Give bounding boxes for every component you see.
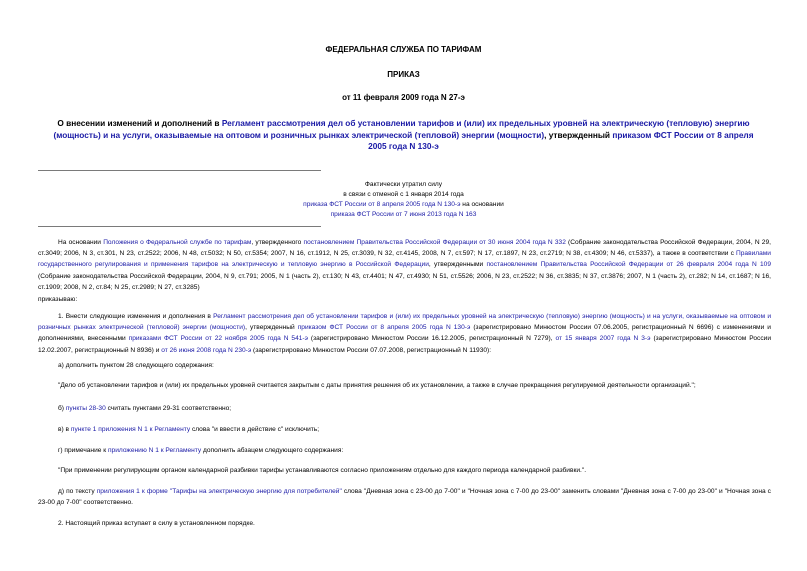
notice-link-order-130[interactable]: приказа ФСТ России от 8 апреля 2005 года N 130-э (303, 201, 461, 208)
divider-top (38, 170, 321, 171)
p1-text-2: , утвержденный (245, 324, 298, 332)
p1-text-6: (зарегистрировано Минюстом России 07.07.2008, регистрационный N 11930): (251, 346, 492, 354)
p1-text-3: (зарегистрировано Минюстом России 07.06.2005, регистрационный N 6696) с изменениями и дополнениями, внесенными (38, 324, 771, 343)
item-v-link-appendix[interactable]: пункте 1 приложения N 1 к Регламенту (70, 426, 191, 433)
p1-text-5: (зарегистрировано Минюстом России 12.02.2007, регистрационный N 8936) и (38, 335, 772, 354)
divider-bottom (38, 226, 321, 227)
p1-link-reglament[interactable]: Регламент рассмотрения дел об установлении тарифов и (или) их предельных уровней на электрическую (тепловую) энергию (мощность) и на услуги, оказываемые на оптовом и розничных рынках электрической (тепловой) энергии (мощности) (38, 313, 772, 332)
item-v-text-2: слова "и ввести в действие с" исключить; (190, 426, 320, 433)
notice-line-2: в связи с отменой с 1 января 2014 года (343, 191, 464, 198)
item-g (38, 445, 771, 456)
basis-paragraph (38, 237, 771, 293)
item-d-link-form[interactable]: приложения 1 к форме "Тарифы на электрическую энергию для потребителей" (96, 488, 342, 495)
paragraph-2: 2. Настоящий приказ вступает в силу в установленном порядке. (58, 520, 255, 527)
basis-link-decree-109[interactable]: постановлением Правительства Российской Федерации от 26 февраля 2004 года N 109 (486, 261, 771, 269)
item-v-text-1: в) в (58, 426, 71, 433)
basis-text-5: (Собрание законодательства Российской Федерации, 2004, N 9, ст.791; 2005, N 1 (часть 2), ст.130; N 43, ст.4401; N 47, ст.4930; N 51, ст.5526; 2006, N 23, ст.2522; N 36, ст.3835; N 37, ст.3876; 2007, N 1 (часть 2), ст.282; N 14, ст.1687; N 16, ст.1909; 2008, N 2, ст.84; N 25, ст.2989; N 27, ст.3285) (38, 272, 771, 291)
basis-text-4: , утвержденными (428, 261, 487, 269)
quote-calendar: "При применении регулирующим органом календарной разбивки тарифы устанавливаются согласно приложениям отдельно для каждого периода календарной разбивки.". (58, 467, 587, 474)
basis-link-regulation[interactable]: Положения о Федеральной службе по тарифам (103, 239, 252, 246)
title-link-order-130[interactable]: приказом ФСТ России от 8 апреля 2005 года N 130-э (368, 129, 754, 151)
notice-link-order-163[interactable]: приказа ФСТ России от 7 июня 2013 года N 163 (330, 211, 477, 218)
agency-name: ФЕДЕРАЛЬНАЯ СЛУЖБА ПО ТАРИФАМ (325, 45, 482, 54)
item-d-text-1: д) по тексту (58, 488, 97, 495)
p1-text-1: 1. Внести следующие изменения и дополнения в (58, 313, 214, 320)
p1-link-order-230[interactable]: от 26 июня 2008 года N 230-э (161, 346, 252, 354)
item-a: а) дополнить пунктом 28 следующего содержания: (58, 362, 214, 369)
item-d-text-2: слова "Дневная зона с 23-00 до 7-00" и "Ночная зона с 7-00 до 23-00" заменить словами "Дневная зона с 7-00 до 23-00" и "Ночная зона с 23-00 до 7-00" соответственно. (38, 488, 771, 507)
basis-link-decree-332[interactable]: постановлением Правительства Российской Федерации от 30 июня 2004 года N 332 (303, 239, 566, 246)
basis-text-1: На основании (58, 239, 104, 246)
item-d (38, 486, 771, 508)
order-word: приказываю: (38, 296, 78, 303)
document-type: ПРИКАЗ (387, 70, 420, 79)
p1-link-order-541[interactable]: приказами ФСТ России от 22 ноября 2005 года N 541-э (128, 335, 308, 343)
basis-text-3: (Собрание законодательства Российской Федерации, 2004, N 29, ст.3049; 2006, N 3, ст.301, N 23, ст.2522; 2006, N 48, ст.5032; N 50, ст.5354; 2007, N 16, ст.1912, N 25, ст.3039, N 32, ст.4145, 2008, N 7, ст.597; N 17, ст.1897, N 23, ст.2719; N 38, ст.4309; N 46, ст.5337), а также в соответствии с (38, 239, 771, 258)
notice-line-3 (0, 200, 807, 210)
p1-link-order-3[interactable]: от 15 января 2007 года N 3-э (555, 335, 651, 343)
notice-text-basis: на основании (460, 201, 504, 208)
item-b-text-1: б) (58, 405, 66, 412)
basis-text-2: , утвержденного (251, 239, 304, 246)
item-b-link-points[interactable]: пункты 28-30 (65, 405, 106, 412)
status-notice (0, 180, 807, 220)
quote-item-28: "Дело об установлении тарифов и (или) их предельных уровней считается закрытым с даты принятия решения об их установлении, а также в случае прекращения регулируемой деятельности организаций."; (58, 382, 696, 389)
document-date: от 11 февраля 2009 года N 27-э (342, 93, 465, 102)
item-b (38, 403, 771, 414)
item-v (38, 424, 771, 435)
item-g-text-2: дополнить абзацем следующего содержания: (201, 447, 344, 454)
paragraph-1 (38, 311, 771, 356)
title-link-reglament[interactable]: Регламент рассмотрения дел об установлении тарифов и (или) их предельных уровней на электрическую (тепловую) энергию (мощность) и на услуги, оказываемые на оптовом и розничных рынках электрической (тепловой) энергии (мощности) (53, 118, 750, 140)
item-b-text-2: считать пунктами 29-31 соответственно; (105, 405, 232, 412)
basis-link-rules[interactable]: Правилами государственного регулирования и применения тарифов на электрическую и тепловую энергию в Российской Федерации (38, 250, 771, 269)
title-text-start: О внесении изменений и дополнений в (57, 118, 222, 128)
item-g-text-1: г) примечание к (58, 447, 108, 454)
document-title (50, 118, 757, 153)
item-g-link-appendix[interactable]: приложению N 1 к Регламенту (107, 447, 202, 454)
title-text-mid: , утвержденный (544, 129, 613, 140)
p1-link-order-130[interactable]: приказом ФСТ России от 8 апреля 2005 года N 130-э (297, 324, 471, 332)
p1-text-4: (зарегистрировано Минюстом России 16.12.2005, регистрационный N 7279), (307, 335, 556, 343)
notice-line-1: Фактически утратил силу (364, 181, 443, 188)
